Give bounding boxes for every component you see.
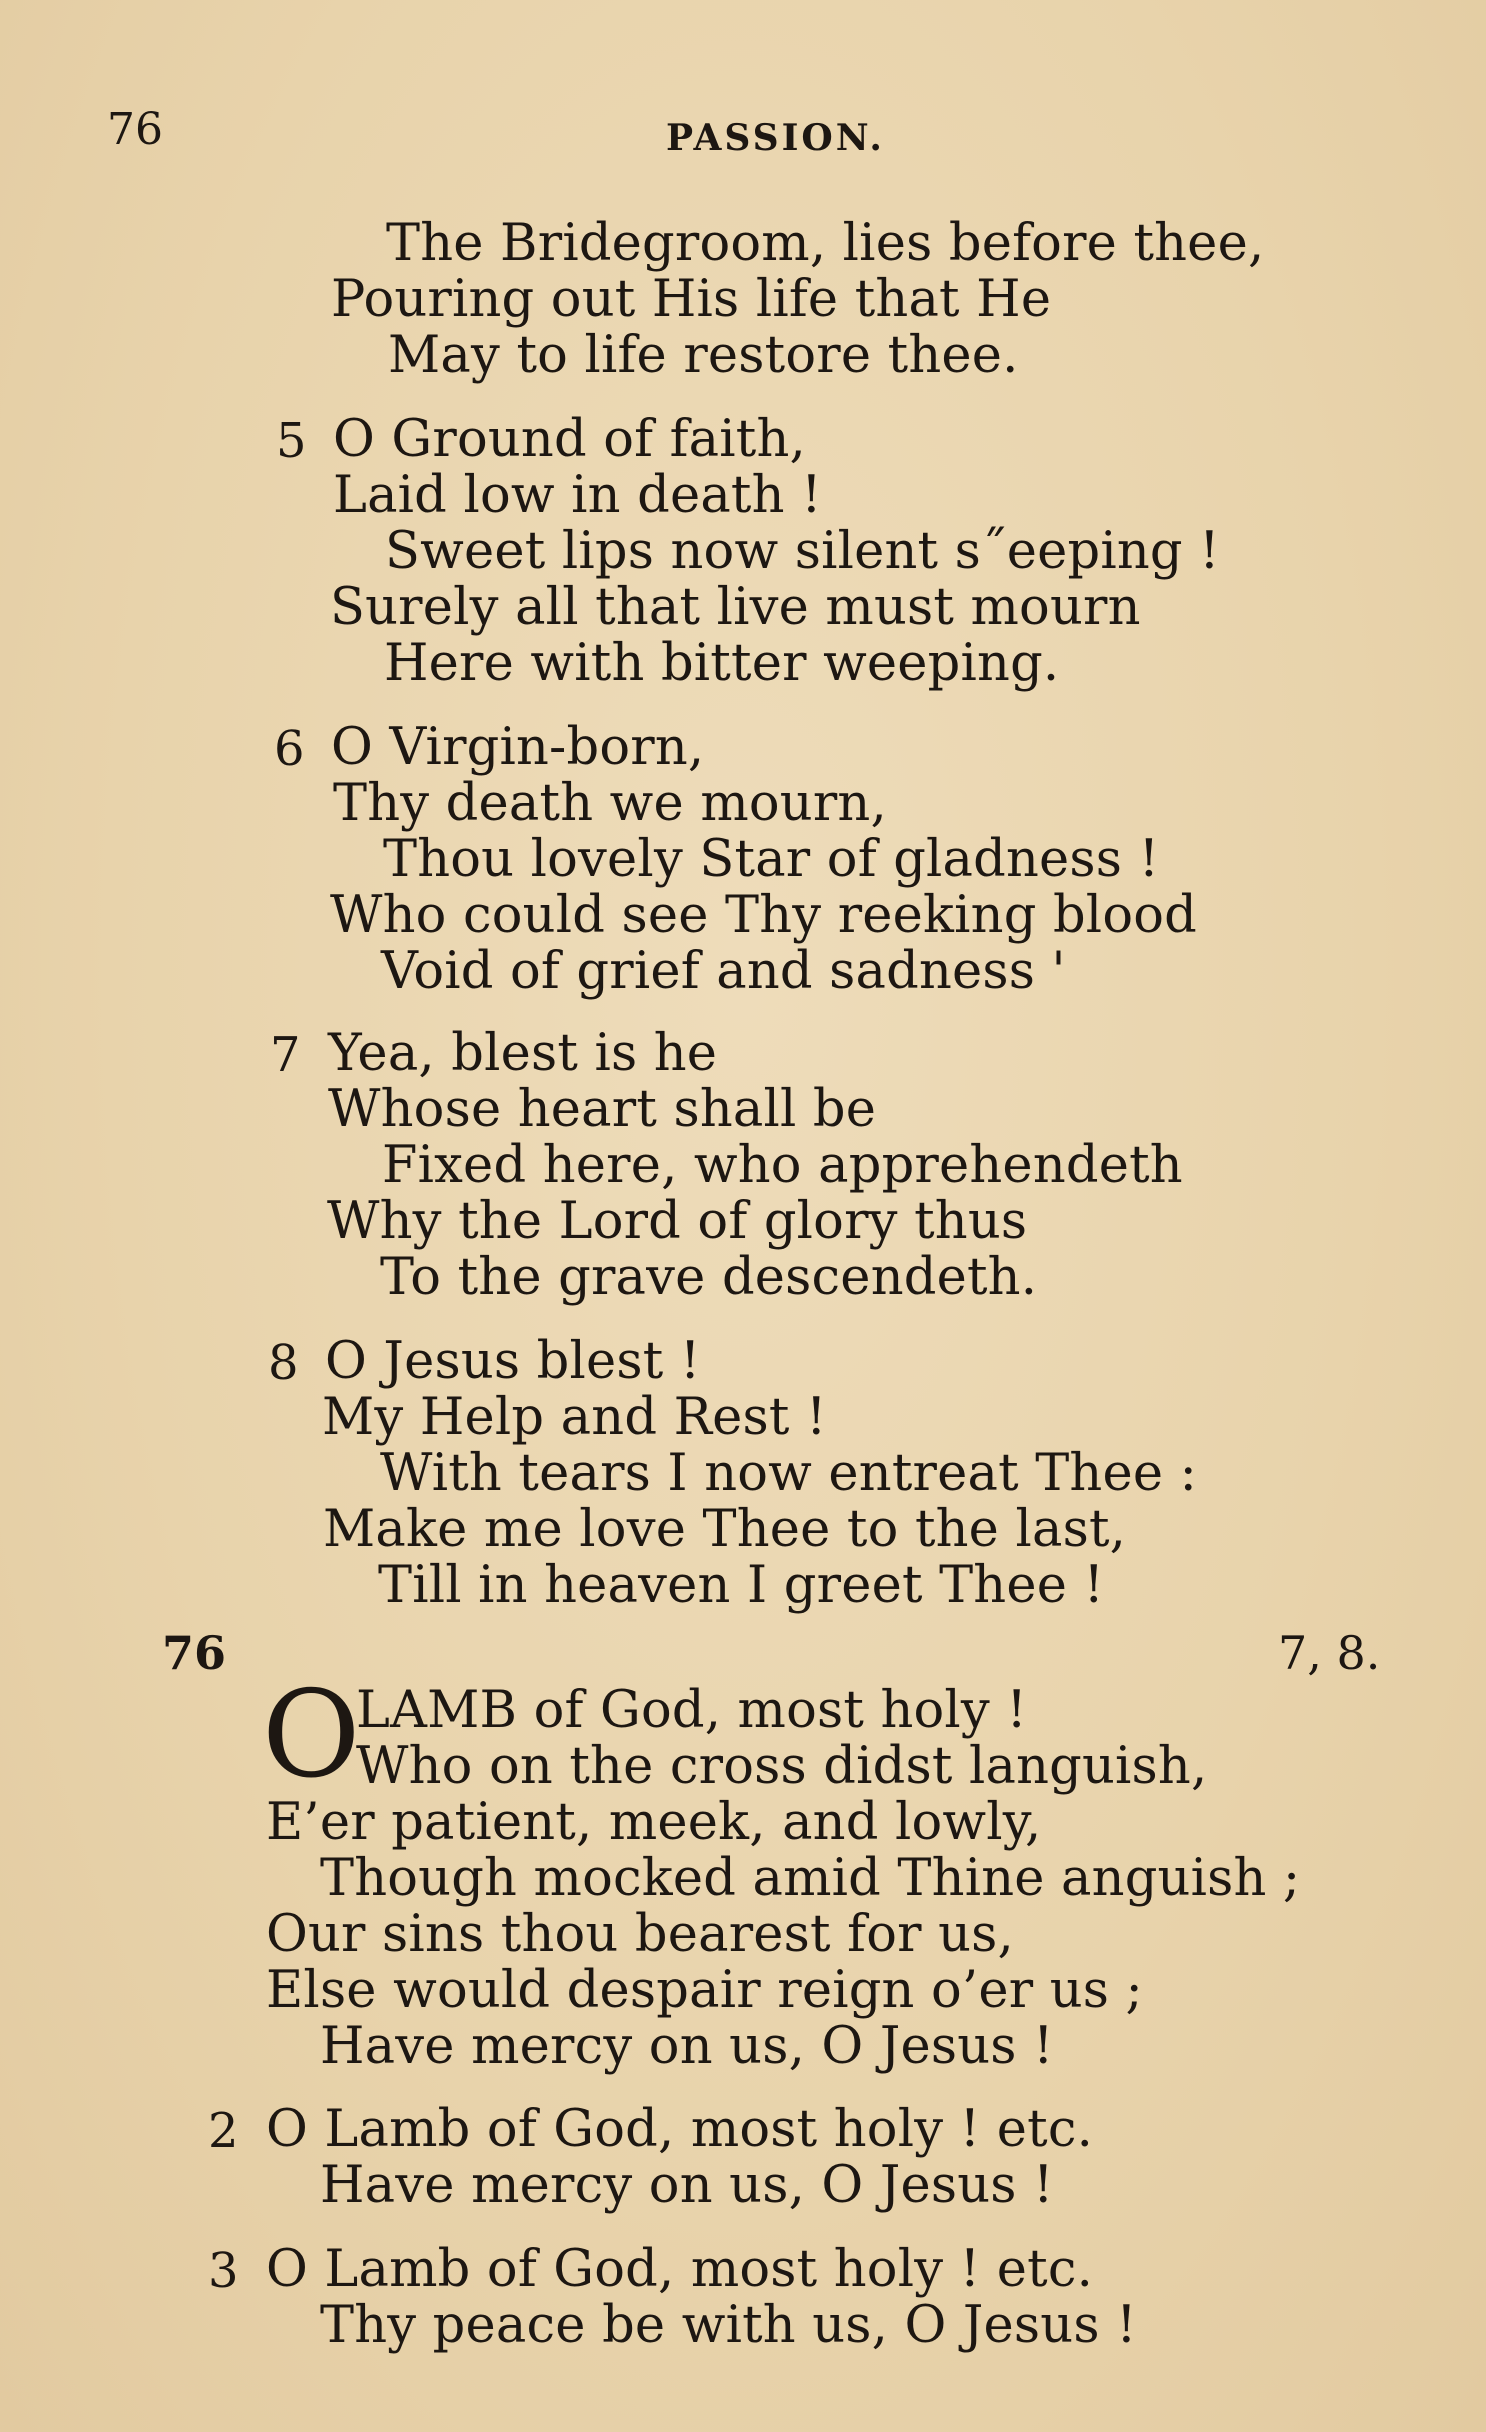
verse-line: Else would despair reign o’er us ; [266,1961,1143,2020]
verse-line: Thou lovely Star of gladness ! [383,830,1160,889]
verse-line: Have mercy on us, O Jesus ! [320,2156,1054,2215]
verse-line: Though mocked amid Thine anguish ; [320,1849,1301,1908]
verse-line: Surely all that live must mourn [330,578,1141,637]
verse-line: Have mercy on us, O Jesus ! [320,2017,1054,2076]
verse-line: O Lamb of God, most holy ! etc. [266,2100,1094,2159]
stanza-number: 2 [208,2103,239,2159]
verse-line: Void of grief and sadness ' [381,942,1066,1001]
verse-line: O Jesus blest ! [325,1332,701,1391]
verse-line: Our sins thou bearest for us, [266,1905,1014,1964]
running-title: PASSION. [666,117,885,159]
verse-line: The Bridegroom, lies before thee, [386,214,1265,273]
verse-line: Whose heart shall be [328,1080,877,1139]
verse-line: Why the Lord of glory thus [327,1192,1028,1251]
verse-line: Thy peace be with us, O Jesus ! [320,2296,1137,2355]
stanza-number: 6 [274,721,305,777]
drop-cap: O [262,1666,361,1805]
verse-line: With tears I now entreat Thee : [380,1444,1198,1503]
verse-line: Fixed here, who apprehendeth [382,1136,1183,1195]
verse-line: O Ground of faith, [333,410,806,469]
page-number: 76 [107,104,163,155]
verse-line: Yea, blest is he [328,1024,718,1083]
stanza-number: 5 [276,413,307,469]
verse-line: Who could see Thy reeking blood [330,886,1197,945]
verse-line: Sweet lips now silent s˝eeping ! [385,522,1220,581]
verse-line: To the grave descendeth. [380,1248,1038,1307]
verse-line: O Virgin-born, [331,718,705,777]
verse-line: Laid low in death ! [333,466,822,525]
verse-line: My Help and Rest ! [322,1388,827,1447]
hymn-meter: 7, 8. [1278,1626,1381,1680]
verse-line: LAMB of God, most holy ! [356,1681,1028,1740]
verse-line: Make me love Thee to the last, [323,1500,1127,1559]
verse-line: E’er patient, meek, and lowly, [266,1793,1042,1852]
verse-line: O Lamb of God, most holy ! etc. [266,2240,1094,2299]
stanza-number: 7 [270,1027,301,1083]
stanza-number: 8 [268,1335,299,1391]
verse-line: Here with bitter weeping. [384,634,1060,693]
verse-line: May to life restore thee. [388,326,1019,385]
stanza-number: 3 [208,2243,239,2299]
verse-line: Thy death we mourn, [333,774,887,833]
verse-line: Pouring out His life that He [331,270,1052,329]
verse-line: Till in heaven I greet Thee ! [378,1556,1105,1615]
verse-line: Who on the cross didst languish, [356,1737,1208,1796]
hymn-number: 76 [162,1626,227,1680]
